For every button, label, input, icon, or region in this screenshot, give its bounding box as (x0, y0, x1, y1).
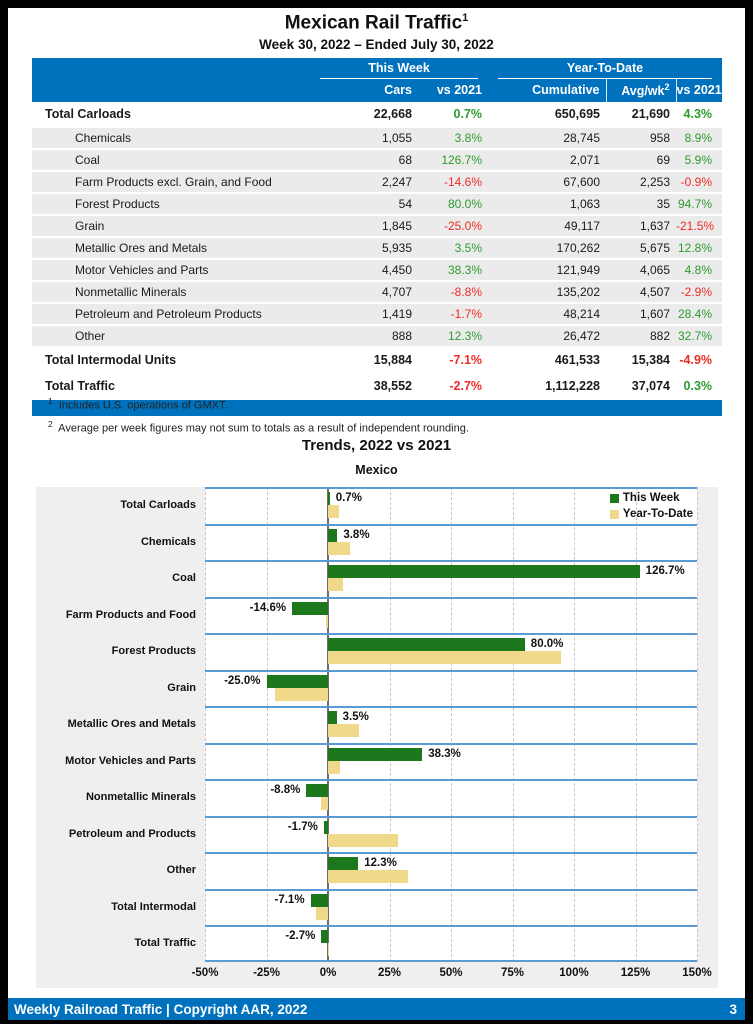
category-label: Total Carloads (120, 499, 196, 512)
table-row (32, 281, 722, 303)
band-separator (205, 889, 697, 891)
group-header-spacer (32, 58, 310, 79)
traffic-table (32, 58, 722, 400)
legend-swatch-this-week (610, 494, 619, 503)
cell-ytd-vs2021: -2.9% (676, 281, 722, 303)
row-label: Nonmetallic Minerals (32, 281, 310, 303)
cell-cumulative: 650,695 (488, 102, 606, 127)
cell-ytd-vs2021: 94.7% (676, 193, 722, 215)
bar-value-label: -8.8% (270, 784, 301, 797)
group-header-this-week: This Week (310, 58, 488, 79)
table-header (32, 58, 722, 102)
bar-value-label: -7.1% (274, 893, 305, 906)
table-group-header-row (32, 58, 722, 79)
category-label: Forest Products (111, 645, 196, 658)
cell-cumulative: 48,214 (488, 303, 606, 325)
cell-cars: 68 (310, 149, 418, 171)
axis-tick-label: 75% (500, 967, 525, 979)
category-label: Motor Vehicles and Parts (65, 754, 196, 767)
gridline (451, 487, 452, 962)
footnotes (48, 396, 469, 441)
column-header-cumulative: Cumulative (488, 79, 606, 102)
cell-cars: 1,055 (310, 127, 418, 149)
footer-bar (8, 998, 745, 1020)
table-body (32, 102, 722, 399)
cell-avg-wk: 4,065 (606, 259, 676, 281)
cell-week-vs2021: 0.7% (418, 102, 488, 127)
chart-plot-area (205, 487, 697, 962)
axis-tick-label: 150% (682, 967, 712, 979)
cell-avg-wk: 882 (606, 325, 676, 347)
column-header-ytd-vs2021: vs 2021 (676, 79, 722, 102)
cell-cars: 4,707 (310, 281, 418, 303)
bar-value-label: 12.3% (364, 857, 397, 870)
cell-cars: 38,552 (310, 373, 418, 399)
column-header-cars: Cars (310, 79, 418, 102)
gridline (697, 487, 698, 962)
row-label: Motor Vehicles and Parts (32, 259, 310, 281)
chart-subtitle: Mexico (355, 463, 398, 477)
cell-cars: 1,419 (310, 303, 418, 325)
cell-avg-wk: 37,074 (606, 373, 676, 399)
legend-swatch-ytd (610, 510, 619, 519)
bar-value-label: 3.8% (343, 528, 370, 541)
axis-tick-label: 0% (319, 967, 337, 979)
cell-avg-wk: 2,253 (606, 171, 676, 193)
cell-avg-wk: 15,384 (606, 347, 676, 373)
row-label: Other (32, 325, 310, 347)
bar-year-to-date (316, 907, 328, 920)
chart-panel (36, 487, 718, 988)
table-row (32, 347, 722, 373)
cell-week-vs2021: 80.0% (418, 193, 488, 215)
bar-this-week (321, 930, 328, 943)
band-separator (205, 597, 697, 599)
row-label: Metallic Ores and Metals (32, 237, 310, 259)
legend-label-this-week: This Week (622, 492, 680, 504)
bar-this-week (324, 821, 328, 834)
band-separator (205, 743, 697, 745)
column-header-spacer (32, 79, 310, 102)
bar-year-to-date (328, 870, 408, 883)
bar-this-week (328, 565, 640, 578)
gridline (267, 487, 268, 962)
cell-week-vs2021: 126.7% (418, 149, 488, 171)
cell-ytd-vs2021: 28.4% (676, 303, 722, 325)
table-row (32, 149, 722, 171)
row-label: Coal (32, 149, 310, 171)
bar-this-week (328, 638, 525, 651)
cell-cumulative: 26,472 (488, 325, 606, 347)
footnote: $^2$ Average per week figures may not sum to totals as a result of independent rounding. (48, 418, 469, 435)
cell-cumulative: 121,949 (488, 259, 606, 281)
cell-cumulative: 1,112,228 (488, 373, 606, 399)
bar-this-week (328, 711, 337, 724)
table-row (32, 325, 722, 347)
bar-this-week (328, 529, 337, 542)
cell-cumulative: 1,063 (488, 193, 606, 215)
cell-avg-wk: 35 (606, 193, 676, 215)
axis-tick-label: 25% (377, 967, 402, 979)
group-header-ytd: Year-To-Date (488, 58, 722, 79)
gridline (574, 487, 575, 962)
row-label: Chemicals (32, 127, 310, 149)
cell-cumulative: 461,533 (488, 347, 606, 373)
cell-avg-wk: 4,507 (606, 281, 676, 303)
axis-tick-label: -50% (191, 967, 219, 979)
table-row (32, 127, 722, 149)
cell-week-vs2021: 3.8% (418, 127, 488, 149)
bar-value-label: 80.0% (530, 638, 564, 651)
bar-year-to-date (321, 797, 328, 810)
footer-text: Weekly Railroad Traffic | Copyright AAR, 2022 (14, 1001, 308, 1017)
bar-this-week (328, 857, 358, 870)
cell-week-vs2021: 38.3% (418, 259, 488, 281)
page-subtitle: Week 30, 2022 – Ended July 30, 2022 (259, 37, 494, 52)
cell-cumulative: 67,600 (488, 171, 606, 193)
cell-avg-wk: 1,607 (606, 303, 676, 325)
category-label: Metallic Ores and Metals (67, 718, 196, 731)
cell-week-vs2021: -25.0% (418, 215, 488, 237)
cell-cars: 2,247 (310, 171, 418, 193)
cell-cumulative: 28,745 (488, 127, 606, 149)
bar-value-label: -25.0% (224, 674, 261, 687)
gridline (513, 487, 514, 962)
band-separator (205, 487, 697, 489)
footnote: $^1$ Includes U.S. operations of GMXT. (48, 396, 228, 412)
bar-value-label: 126.7% (645, 565, 685, 578)
cell-ytd-vs2021: 0.3% (676, 373, 722, 399)
cell-ytd-vs2021: -4.9% (676, 347, 722, 373)
bar-value-label: -2.7% (285, 930, 316, 943)
band-separator (205, 852, 697, 854)
cell-week-vs2021: -7.1% (418, 347, 488, 373)
band-separator (205, 779, 697, 781)
cell-ytd-vs2021: 5.9% (676, 149, 722, 171)
cell-week-vs2021: -14.6% (418, 171, 488, 193)
row-label: Total Traffic (32, 373, 310, 399)
cell-avg-wk: 958 (606, 127, 676, 149)
bar-this-week (306, 784, 328, 797)
bar-year-to-date (326, 615, 328, 628)
bar-year-to-date (328, 724, 359, 737)
traffic-table-wrap (32, 58, 722, 416)
band-separator (205, 706, 697, 708)
band-separator (205, 670, 697, 672)
cell-avg-wk: 5,675 (606, 237, 676, 259)
category-label: Total Traffic (134, 937, 196, 950)
bar-value-label: -14.6% (249, 601, 287, 614)
cell-cars: 5,935 (310, 237, 418, 259)
table-row (32, 171, 722, 193)
cell-avg-wk: 21,690 (606, 102, 676, 127)
axis-tick-label: 50% (439, 967, 463, 979)
bar-this-week (311, 894, 328, 907)
legend-item-ytd (610, 506, 693, 522)
chart-category-labels (36, 487, 196, 962)
cell-ytd-vs2021: 8.9% (676, 127, 722, 149)
title-footnote-marker: 1 (462, 12, 469, 24)
cell-week-vs2021: 3.5% (418, 237, 488, 259)
cell-cars: 888 (310, 325, 418, 347)
cell-ytd-vs2021: 32.7% (676, 325, 722, 347)
cell-cars: 22,668 (310, 102, 418, 127)
row-label: Forest Products (32, 193, 310, 215)
bar-this-week (328, 748, 422, 761)
axis-tick-label: 100% (559, 967, 589, 979)
report-page (8, 8, 745, 1020)
table-row (32, 193, 722, 215)
page-title: Mexican Rail Traffic$^1$ (284, 12, 469, 34)
legend-item-this-week (610, 490, 693, 506)
bar-year-to-date (275, 688, 328, 701)
row-label: Farm Products excl. Grain, and Food (32, 171, 310, 193)
cell-ytd-vs2021: 4.3% (676, 102, 722, 127)
cell-cars: 54 (310, 193, 418, 215)
band-separator (205, 816, 697, 818)
chart-x-axis (191, 964, 712, 986)
bar-value-label: 0.7% (335, 492, 362, 505)
table-row (32, 259, 722, 281)
row-label: Grain (32, 215, 310, 237)
gridline (390, 487, 391, 962)
bar-this-week (328, 492, 330, 505)
chart-legend (610, 490, 693, 522)
category-label: Coal (172, 572, 196, 585)
category-label: Nonmetallic Minerals (85, 791, 196, 804)
cell-ytd-vs2021: 12.8% (676, 237, 722, 259)
row-label: Petroleum and Petroleum Products (32, 303, 310, 325)
category-label: Farm Products and Food (65, 608, 196, 621)
bar-this-week (292, 602, 328, 615)
bar-year-to-date (328, 943, 329, 956)
band-separator (205, 560, 697, 562)
bar-year-to-date (328, 761, 340, 774)
category-label: Other (166, 864, 196, 877)
band-separator (205, 633, 697, 635)
bar-year-to-date (328, 542, 350, 555)
cell-cars: 1,845 (310, 215, 418, 237)
cell-avg-wk: 69 (606, 149, 676, 171)
band-separator (205, 524, 697, 526)
cell-cumulative: 49,117 (488, 215, 606, 237)
cell-week-vs2021: -2.7% (418, 373, 488, 399)
cell-cars: 15,884 (310, 347, 418, 373)
row-label: Total Intermodal Units (32, 347, 310, 373)
cell-avg-wk: 1,637 (606, 215, 676, 237)
category-label: Total Intermodal (111, 900, 196, 913)
bar-year-to-date (328, 651, 561, 664)
cell-cumulative: 2,071 (488, 149, 606, 171)
axis-tick-label: 125% (620, 967, 651, 979)
cell-week-vs2021: -8.8% (418, 281, 488, 303)
category-label: Chemicals (140, 535, 196, 548)
bar-value-label: 38.3% (428, 747, 461, 760)
legend-label-ytd: Year-To-Date (622, 508, 693, 520)
gridline (205, 487, 206, 962)
bar-this-week (267, 675, 329, 688)
column-header-wk-vs2021: vs 2021 (418, 79, 488, 102)
cell-ytd-vs2021: -0.9% (676, 171, 722, 193)
column-header-avgwk: Avg/$wk^2$ (606, 79, 676, 102)
cell-week-vs2021: -1.7% (418, 303, 488, 325)
table-row (32, 237, 722, 259)
axis-tick-label: -25% (253, 967, 280, 979)
bar-year-to-date (328, 578, 343, 591)
band-separator (205, 925, 697, 927)
category-label: Grain (167, 681, 196, 694)
bar-year-to-date (328, 834, 398, 847)
gridline (636, 487, 637, 962)
cell-cumulative: 170,262 (488, 237, 606, 259)
bar-value-label: -1.7% (287, 820, 318, 833)
table-row (32, 303, 722, 325)
chart-title: Trends, 2022 vs 2021 (301, 437, 452, 454)
table-column-header-row (32, 79, 722, 102)
band-separator (205, 960, 697, 962)
cell-ytd-vs2021: 4.8% (676, 259, 722, 281)
footer-page-number: 3 (729, 1001, 737, 1017)
category-label: Petroleum and Products (68, 827, 196, 840)
row-label: Total Carloads (32, 102, 310, 127)
table-row (32, 215, 722, 237)
cell-cars: 4,450 (310, 259, 418, 281)
cell-ytd-vs2021: -21.5% (676, 215, 722, 237)
bar-value-label: 3.5% (342, 711, 369, 724)
cell-cumulative: 135,202 (488, 281, 606, 303)
bar-year-to-date (328, 505, 339, 518)
table-row (32, 102, 722, 127)
cell-week-vs2021: 12.3% (418, 325, 488, 347)
